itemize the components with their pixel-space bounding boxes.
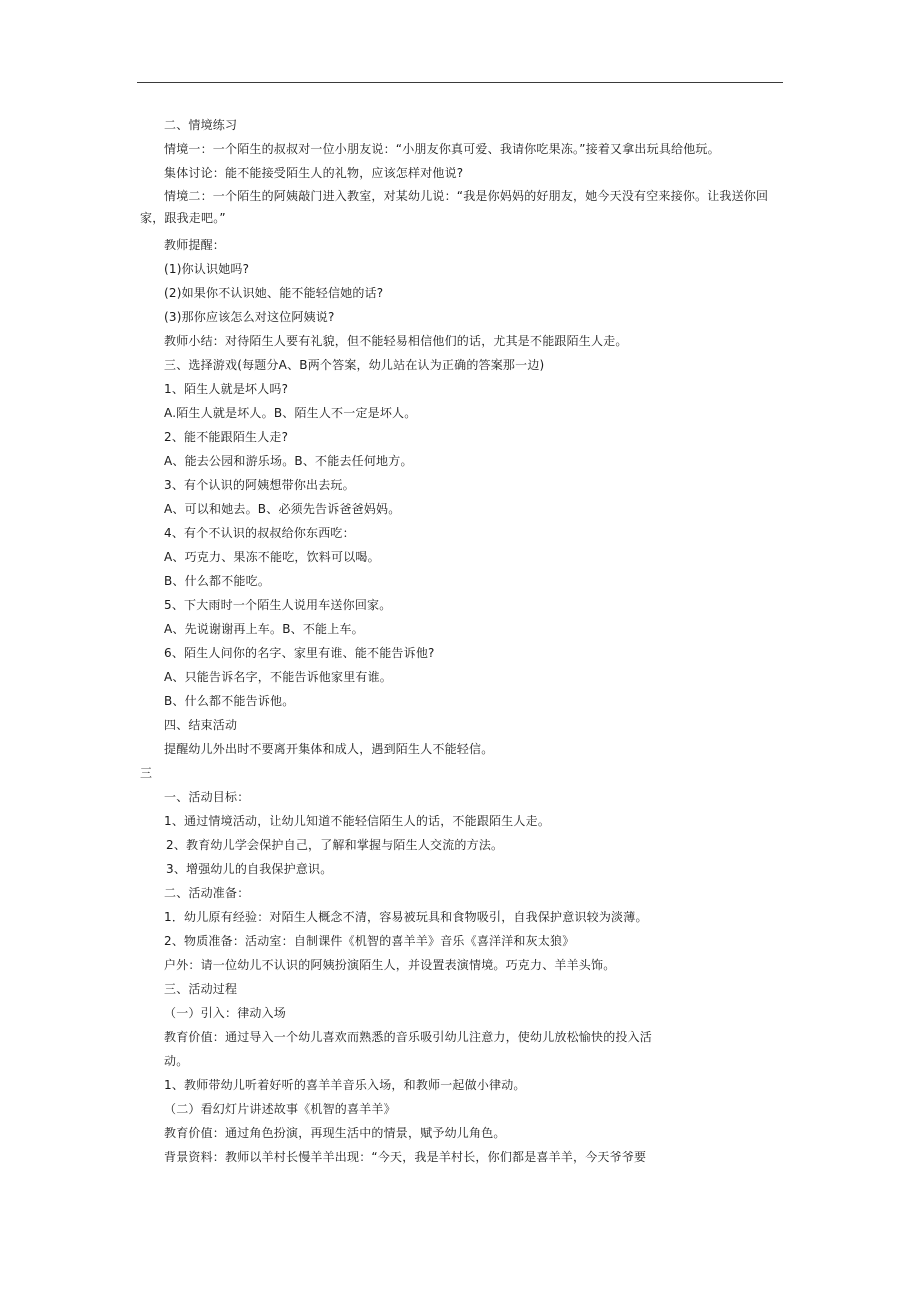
section-heading-end-activity: 四、结束活动 — [164, 718, 238, 732]
answer: A、只能告诉名字，不能告诉他家里有谁。 — [164, 670, 393, 684]
list-item: (1)你认识她吗? — [164, 262, 250, 276]
subsection-heading: （二）看幻灯片讲述故事《机智的喜羊羊》 — [164, 1102, 396, 1116]
list-item: (2)如果你不认识她、能不能轻信她的话? — [164, 286, 384, 300]
paragraph: 背景资料：教师以羊村长慢羊羊出现：“今天，我是羊村长，你们都是喜羊羊，今天爷爷要 — [164, 1150, 647, 1164]
answer: A、可以和她去。B、必须先告诉爸爸妈妈。 — [164, 502, 401, 516]
answer: A.陌生人就是坏人。B、陌生人不一定是坏人。 — [164, 406, 417, 420]
answer: A、先说谢谢再上车。B、不能上车。 — [164, 622, 364, 636]
subsection-heading: （一）引入：律动入场 — [164, 1006, 287, 1020]
section-heading-preparation: 二、活动准备： — [164, 886, 250, 900]
answer: B、什么都不能吃。 — [164, 574, 271, 588]
list-item: 3、增强幼儿的自我保护意识。 — [166, 862, 333, 876]
question: 2、能不能跟陌生人走? — [164, 430, 289, 444]
paragraph: 集体讨论：能不能接受陌生人的礼物，应该怎样对他说? — [164, 166, 464, 180]
question: 1、陌生人就是坏人吗? — [164, 382, 289, 396]
list-item: 1、通过情境活动，让幼儿知道不能轻信陌生人的话，不能跟陌生人走。 — [164, 814, 551, 828]
part-number: 三 — [140, 766, 153, 780]
paragraph: 提醒幼儿外出时不要离开集体和成人，遇到陌生人不能轻信。 — [164, 742, 494, 756]
question: 5、下大雨时一个陌生人说用车送你回家。 — [164, 598, 392, 612]
section-heading-choice-game: 三、选择游戏(每题分A、B两个答案，幼儿站在认为正确的答案那一边) — [164, 358, 545, 372]
paragraph: 教育价值：通过导入一个幼儿喜欢而熟悉的音乐吸引幼儿注意力，使幼儿放松愉快的投入活 — [164, 1030, 653, 1044]
paragraph: 户外：请一位幼儿不认识的阿姨扮演陌生人，并设置表演情境。巧克力、羊羊头饰。 — [164, 958, 616, 972]
question: 6、陌生人问你的名字、家里有谁、能不能告诉他? — [164, 646, 435, 660]
paragraph: 动。 — [164, 1054, 189, 1068]
paragraph: 教育价值：通过角色扮演，再现生活中的情景，赋予幼儿角色。 — [164, 1126, 506, 1140]
question: 4、有个不认识的叔叔给你东西吃： — [164, 526, 355, 540]
list-item: 2、物质准备：活动室：自制课件《机智的喜羊羊》音乐《喜洋洋和灰太狼》 — [164, 934, 575, 948]
paragraph: 教师提醒： — [164, 238, 226, 252]
question: 3、有个认识的阿姨想带你出去玩。 — [164, 478, 355, 492]
list-item: 1、教师带幼儿听着好听的喜羊羊音乐入场，和教师一起做小律动。 — [164, 1078, 526, 1092]
list-item: 1．幼儿原有经验：对陌生人概念不清，容易被玩具和食物吸引，自我保护意识较为淡薄。 — [164, 910, 648, 924]
answer: A、能去公园和游乐场。B、不能去任何地方。 — [164, 454, 413, 468]
list-item: 2、教育幼儿学会保护自己，了解和掌握与陌生人交流的方法。 — [166, 838, 504, 852]
section-heading-process: 三、活动过程 — [164, 982, 238, 996]
section-heading-goals: 一、活动目标： — [164, 790, 250, 804]
paragraph-situation-two: 情境二：一个陌生的阿姨敲门进入教室，对某幼儿说：“我是你妈妈的好朋友，她今天没有空来接你。让我送你回家，跟我走吧。” — [140, 189, 769, 225]
answer: B、什么都不能告诉他。 — [164, 694, 295, 708]
list-item: (3)那你应该怎么对这位阿姨说? — [164, 310, 335, 324]
paragraph: 教师小结：对待陌生人要有礼貌，但不能轻易相信他们的话，尤其是不能跟陌生人走。 — [164, 334, 628, 348]
section-heading-situation-practice: 二、情境练习 — [164, 118, 238, 132]
header-rule — [137, 82, 783, 83]
paragraph: 情境一：一个陌生的叔叔对一位小朋友说：“小朋友你真可爱、我请你吃果冻。”接着又拿出玩具给他玩。 — [164, 142, 720, 156]
answer: A、巧克力、果冻不能吃，饮料可以喝。 — [164, 550, 380, 564]
